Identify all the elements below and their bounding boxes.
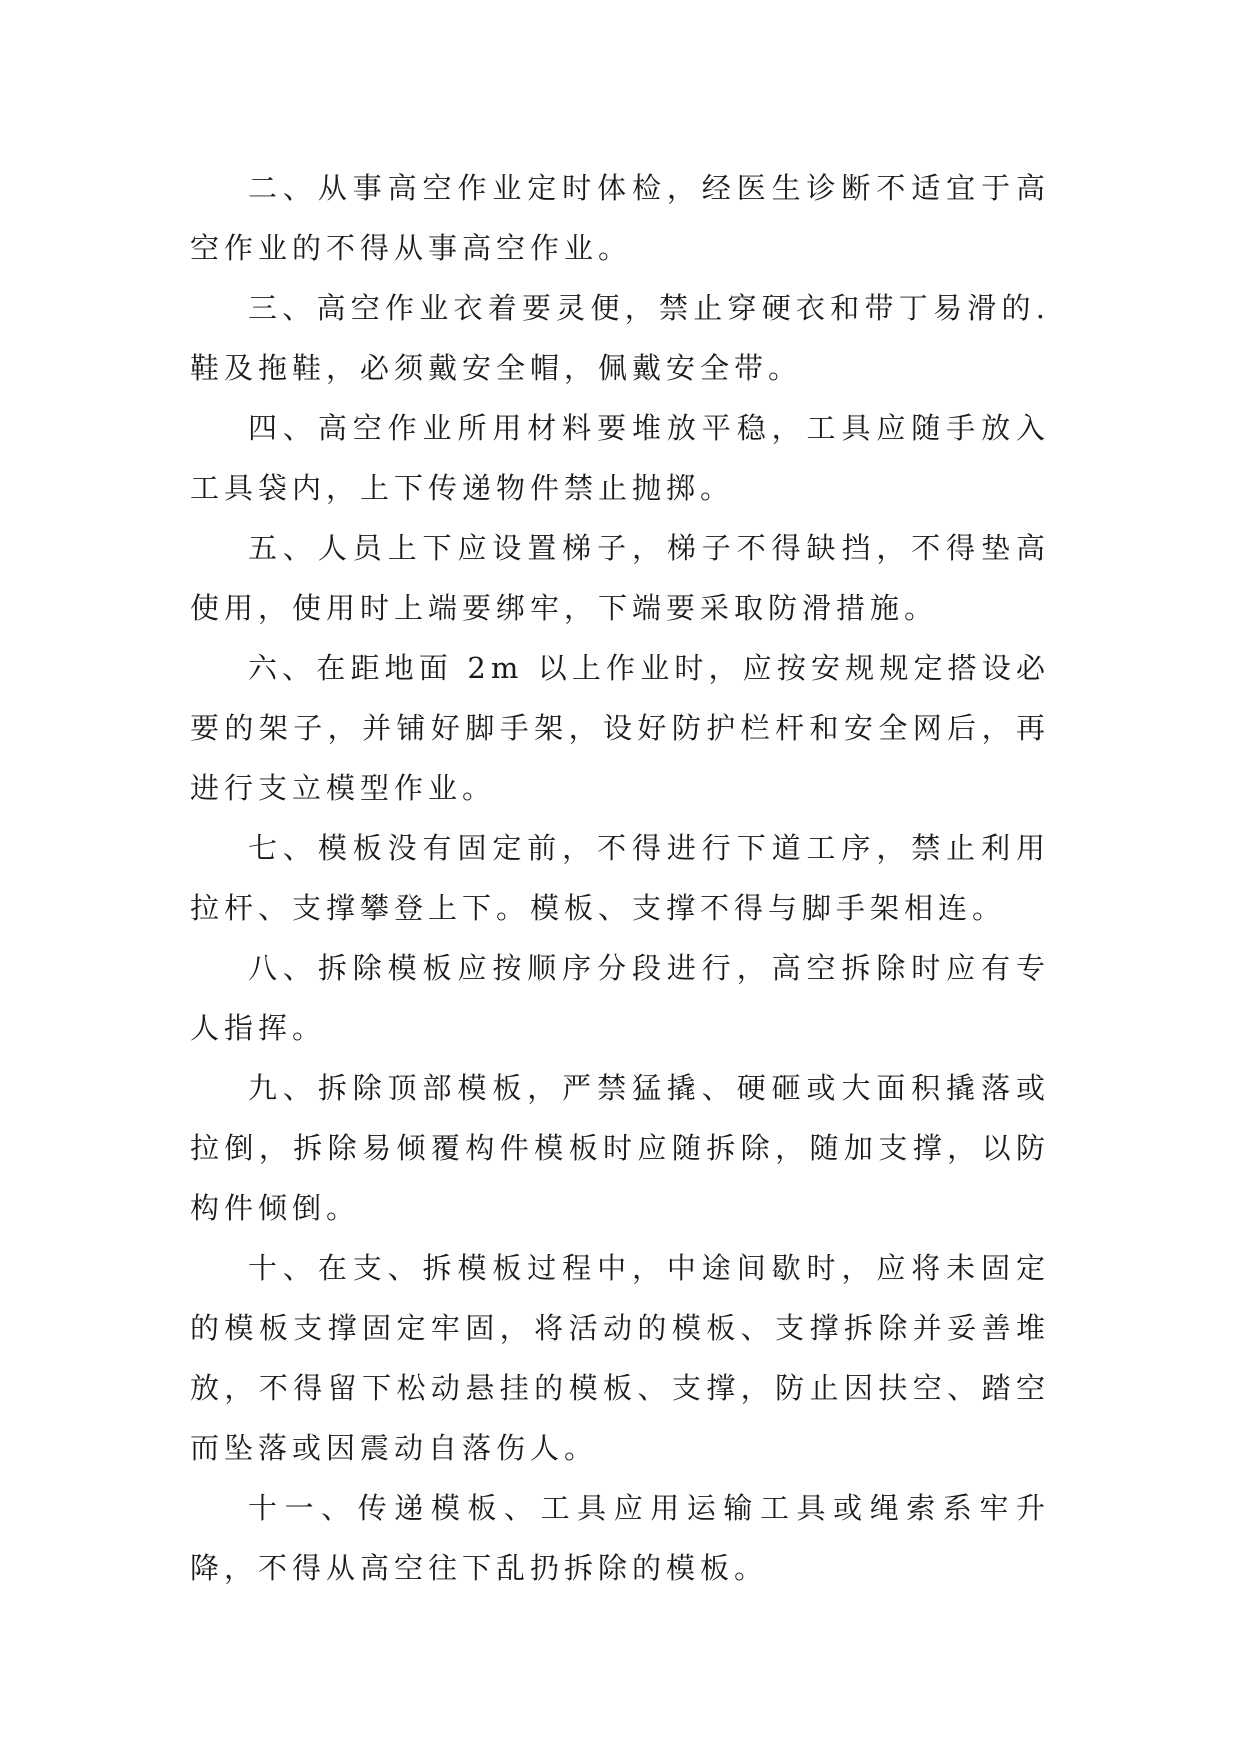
- paragraph-6: 六、在距地面 2m 以上作业时，应按安规规定搭设必要的架子，并铺好脚手架，设好防护栏杆和安全网后，再进行支立模型作业。: [190, 651, 1050, 805]
- paragraph-10: 十、在支、拆模板过程中，中途间歇时，应将未固定的模板支撑固定牢固，将活动的模板、支撑拆除并妥善堆放，不得留下松动悬挂的模板、支撑，防止因扶空、踏空而坠落或因震动自落伤人。: [190, 1251, 1050, 1465]
- document-body: [190, 158, 1050, 1598]
- paragraph-8: 八、拆除模板应按顺序分段进行，高空拆除时应有专人指挥。: [190, 951, 1050, 1045]
- paragraph-5: 五、人员上下应设置梯子，梯子不得缺挡，不得垫高使用，使用时上端要绑牢，下端要采取防滑措施。: [190, 531, 1050, 625]
- paragraph-4: 四、高空作业所用材料要堆放平稳，工具应随手放入工具袋内，上下传递物件禁止抛掷。: [190, 411, 1050, 505]
- paragraph-11: 十一、传递模板、工具应用运输工具或绳索系牢升降，不得从高空往下乱扔拆除的模板。: [190, 1491, 1050, 1585]
- paragraph-7: 七、模板没有固定前，不得进行下道工序，禁止利用拉杆、支撑攀登上下。模板、支撑不得与脚手架相连。: [190, 831, 1050, 925]
- paragraph-3: 三、高空作业衣着要灵便，禁止穿硬衣和带丁易滑的.鞋及拖鞋，必须戴安全帽，佩戴安全带。: [190, 291, 1050, 385]
- paragraph-9: 九、拆除顶部模板，严禁猛撬、硬砸或大面积撬落或拉倒，拆除易倾覆构件模板时应随拆除，随加支撑，以防构件倾倒。: [190, 1071, 1050, 1225]
- paragraph-2: 二、从事高空作业定时体检，经医生诊断不适宜于高空作业的不得从事高空作业。: [190, 171, 1050, 265]
